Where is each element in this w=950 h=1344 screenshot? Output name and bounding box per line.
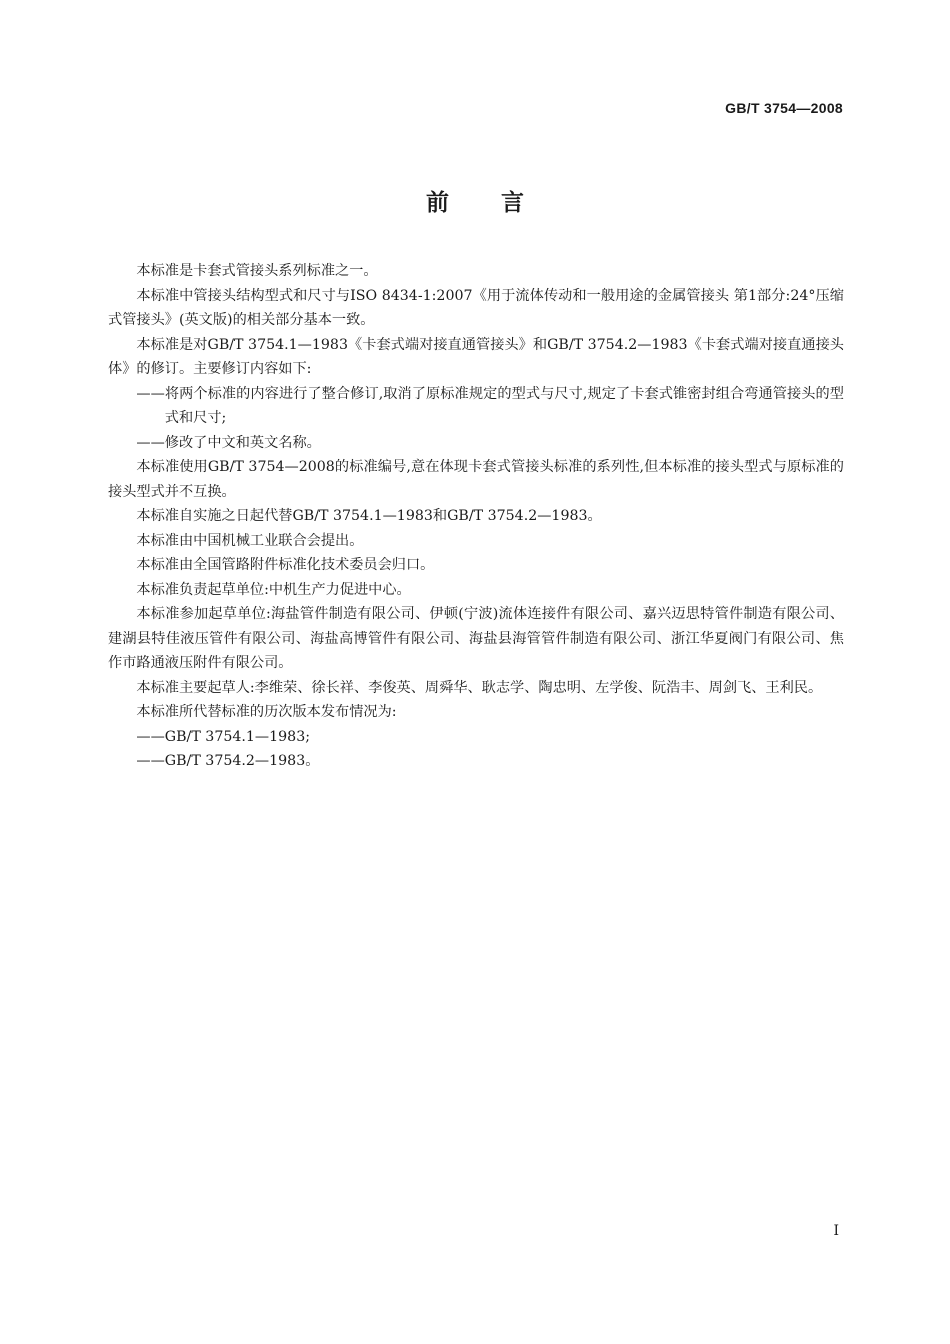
paragraph-participating-units: 本标准参加起草单位:海盐管件制造有限公司、伊顿(宁波)流体连接件有限公司、嘉兴迈思特管件制造有限公司、建湖县特佳液压管件有限公司、海盐高博管件有限公司、海盐县海管管件制造有限公司、浙江华夏阀门有限公司、焦作市路通液压附件有限公司。 [108, 606, 844, 671]
paragraph-revision: 本标准是对GB/T 3754.1—1983《卡套式端对接直通管接头》和GB/T 3754.2—1983《卡套式端对接直通接头体》的修订。主要修订内容如下: [108, 336, 844, 377]
paragraph-series: 本标准是卡套式管接头系列标准之一。 [136, 263, 378, 279]
paragraph-numbering: 本标准使用GB/T 3754—2008的标准编号,意在体现卡套式管接头标准的系列性,但本标准的接头型式与原标准的接头型式并不互换。 [108, 459, 844, 500]
paragraph-proposed-by: 本标准由中国机械工业联合会提出。 [136, 532, 364, 549]
paragraph-iso-reference: 本标准中管接头结构型式和尺寸与ISO 8434-1:2007《用于流体传动和一般用途的金属管接头 第1部分:24°压缩式管接头》(英文版)的相关部分基本一致。 [108, 287, 844, 328]
standard-code: GB/T 3754—2008 [725, 100, 843, 116]
revision-item-2: ——修改了中文和英文名称。 [136, 434, 321, 451]
page-number: I [833, 1223, 839, 1239]
document-body [108, 259, 844, 774]
paragraph-history: 本标准所代替标准的历次版本发布情况为: [136, 704, 397, 720]
page-title: 前言 [426, 190, 576, 216]
revision-item-1: ——将两个标准的内容进行了整合修订,取消了原标准规定的型式与尺寸,规定了卡套式锥密封组合弯通管接头的型式和尺寸; [136, 385, 844, 426]
paragraph-drafting-unit: 本标准负责起草单位:中机生产力促进中心。 [136, 581, 411, 598]
history-item-2: ——GB/T 3754.2—1983。 [136, 753, 320, 769]
history-item-1: ——GB/T 3754.1—1983; [136, 728, 311, 745]
paragraph-replaces: 本标准自实施之日起代替GB/T 3754.1—1983和GB/T 3754.2—1983。 [136, 508, 602, 524]
paragraph-drafters: 本标准主要起草人:李维荣、徐长祥、李俊英、周舜华、耿志学、陶忠明、左学俊、阮浩丰、周剑飞、王利民。 [136, 679, 823, 696]
paragraph-managed-by: 本标准由全国管路附件标准化技术委员会归口。 [136, 557, 435, 573]
